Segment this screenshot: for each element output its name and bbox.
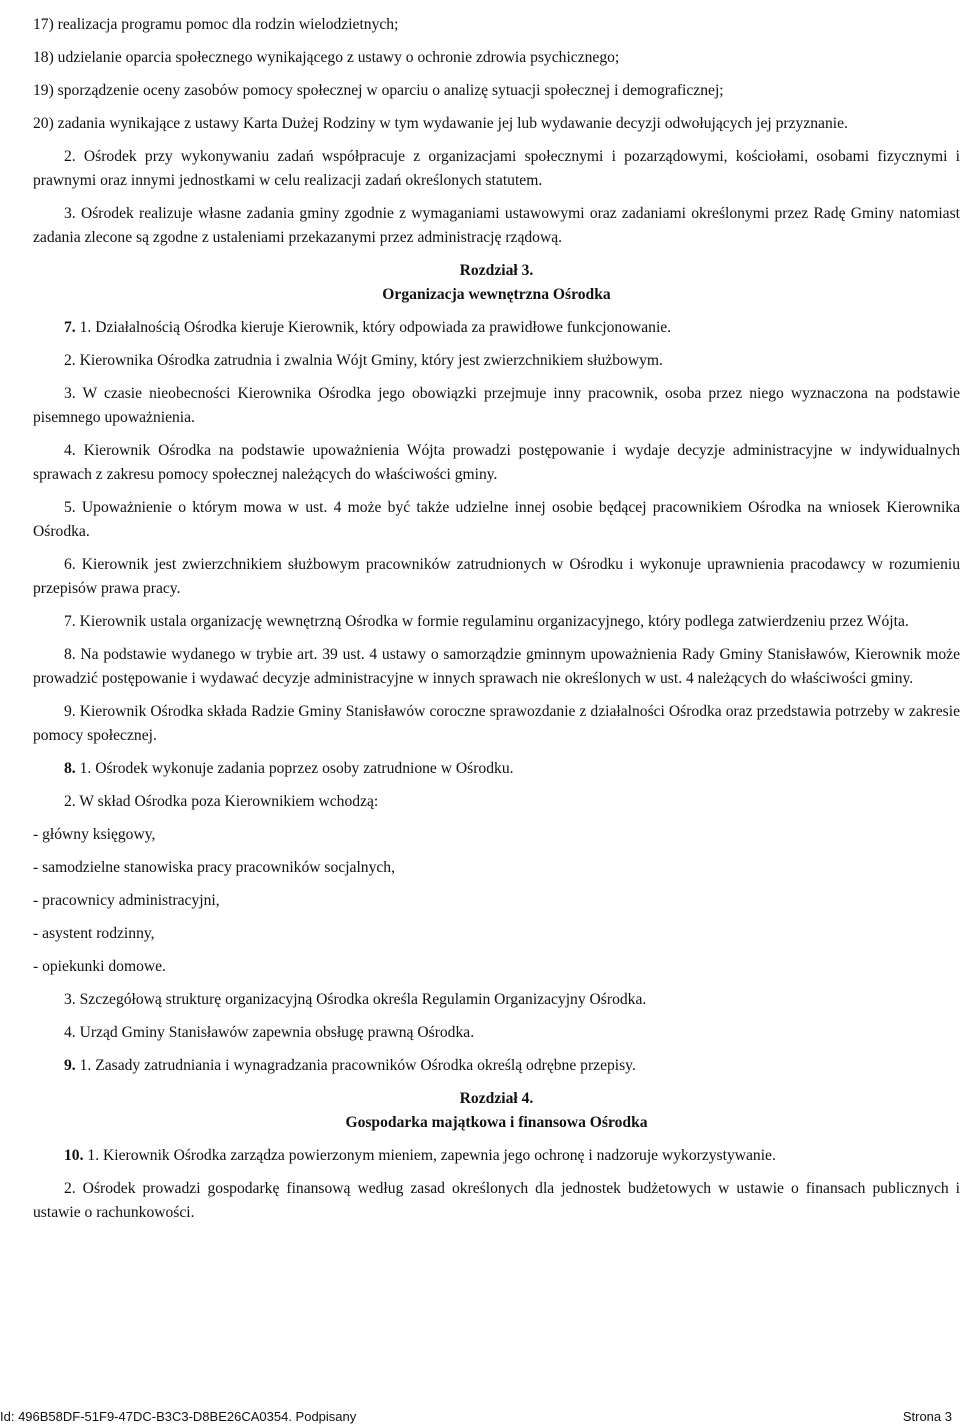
- paragraph-text: 1. Kierownik Ośrodka zarządza powierzonym mieniem, zapewnia jego ochronę i nadzoruje wykorzystywanie.: [87, 1147, 776, 1164]
- section-number: 8.: [64, 760, 76, 777]
- chapter-number: Rozdział 4.: [459, 1090, 534, 1107]
- page-footer: [0, 1406, 960, 1428]
- section-number: 9.: [64, 1057, 76, 1074]
- list-item: 17) realizacja programu pomoc dla rodzin wielodzietnych;: [33, 16, 399, 33]
- paragraph: 2. Ośrodek przy wykonywaniu zadań współpracuje z organizacjami społecznymi i pozarządowymi, kościołami, osobami fizycznymi i prawnymi oraz innymi jednostkami w celu realizacji zadań określonych statutem.: [33, 148, 960, 189]
- paragraph: [33, 757, 960, 781]
- paragraph: 3. W czasie nieobecności Kierownika Ośrodka jego obowiązki przejmuje inny pracownik, osoba przez niego wyznaczona na podstawie pisemnego upoważnienia.: [33, 385, 960, 426]
- chapter-number: Rozdział 3.: [459, 262, 534, 279]
- paragraph-text: 1. Ośrodek wykonuje zadania poprzez osoby zatrudnione w Ośrodku.: [79, 760, 514, 777]
- paragraph: 2. Ośrodek prowadzi gospodarkę finansową według zasad określonych dla jednostek budżetowych w ustawie o finansach publicznych i ustawie o rachunkowości.: [33, 1180, 960, 1221]
- page-number: Strona 3: [902, 1409, 952, 1424]
- section-number: 7.: [64, 319, 76, 336]
- chapter-title: Gospodarka majątkowa i finansowa Ośrodka: [345, 1114, 648, 1131]
- list-item: 19) sporządzenie oceny zasobów pomocy społecznej w oparciu o analizę sytuacji społecznej i demograficznej;: [33, 82, 724, 99]
- list-item: - główny księgowy,: [33, 826, 156, 843]
- chapter-title: Organizacja wewnętrzna Ośrodka: [382, 286, 611, 303]
- paragraph: 2. W skład Ośrodka poza Kierownikiem wchodzą:: [64, 793, 379, 810]
- paragraph: [33, 1144, 960, 1168]
- list-item: 18) udzielanie oparcia społecznego wynikającego z ustawy o ochronie zdrowia psychicznego;: [33, 49, 620, 66]
- document-page: [33, 6, 960, 1225]
- paragraph-text: 1. Zasady zatrudniania i wynagradzania pracowników Ośrodka określą odrębne przepisy.: [79, 1057, 636, 1074]
- paragraph: [33, 1054, 960, 1078]
- paragraph: 2. Kierownika Ośrodka zatrudnia i zwalnia Wójt Gminy, który jest zwierzchnikiem służbowym.: [64, 352, 663, 369]
- list-item: - asystent rodzinny,: [33, 925, 155, 942]
- paragraph: 3. Szczegółową strukturę organizacyjną Ośrodka określa Regulamin Organizacyjny Ośrodka.: [64, 991, 647, 1008]
- paragraph: 8. Na podstawie wydanego w trybie art. 39 ust. 4 ustawy o samorządzie gminnym upoważnienia Rady Gminy Stanisławów, Kierownik może prowadzić postępowanie i wydawać decyzje administracyjne w innych sprawach nie określonych w ust. 4 należących do właściwości gminy.: [33, 646, 960, 687]
- paragraph: 7. Kierownik ustala organizację wewnętrzną Ośrodka w formie regulaminu organizacyjnego, który podlega zatwierdzeniu przez Wójta.: [64, 613, 909, 630]
- paragraph: [33, 316, 960, 340]
- list-item: - opiekunki domowe.: [33, 958, 166, 975]
- paragraph: 6. Kierownik jest zwierzchnikiem służbowym pracowników zatrudnionych w Ośrodku i wykonuje uprawnienia pracodawcy w rozumieniu przepisów prawa pracy.: [33, 556, 960, 597]
- paragraph: 3. Ośrodek realizuje własne zadania gminy zgodnie z wymaganiami ustawowymi oraz zadaniami określonymi przez Radę Gminy natomiast zadania zlecone są zgodne z ustaleniami przekazanymi przez administrację rządową.: [33, 205, 960, 246]
- paragraph: 4. Kierownik Ośrodka na podstawie upoważnienia Wójta prowadzi postępowanie i wydaje decyzje administracyjne w indywidualnych sprawach z zakresu pomocy społecznej należących do właściwości gminy.: [33, 442, 960, 483]
- list-item: - pracownicy administracyjni,: [33, 892, 220, 909]
- section-number: 10.: [64, 1147, 84, 1164]
- document-id: Id: 496B58DF-51F9-47DC-B3C3-D8BE26CA0354. Podpisany: [0, 1409, 357, 1424]
- paragraph-text: 1. Działalnością Ośrodka kieruje Kierownik, który odpowiada za prawidłowe funkcjonowanie.: [79, 319, 672, 336]
- list-item: - samodzielne stanowiska pracy pracowników socjalnych,: [33, 859, 396, 876]
- list-item: 20) zadania wynikające z ustawy Karta Dużej Rodziny w tym wydawanie jej lub wydawanie decyzji odwołujących jej przyznanie.: [33, 115, 848, 132]
- paragraph: 9. Kierownik Ośrodka składa Radzie Gminy Stanisławów coroczne sprawozdanie z działalności Ośrodka oraz przedstawia potrzeby w zakresie pomocy społecznej.: [33, 703, 960, 744]
- paragraph: 5. Upoważnienie o którym mowa w ust. 4 może być także udzielne innej osobie będącej pracownikiem Ośrodka na wniosek Kierownika Ośrodka.: [33, 499, 960, 540]
- paragraph: 4. Urząd Gminy Stanisławów zapewnia obsługę prawną Ośrodka.: [64, 1024, 475, 1041]
